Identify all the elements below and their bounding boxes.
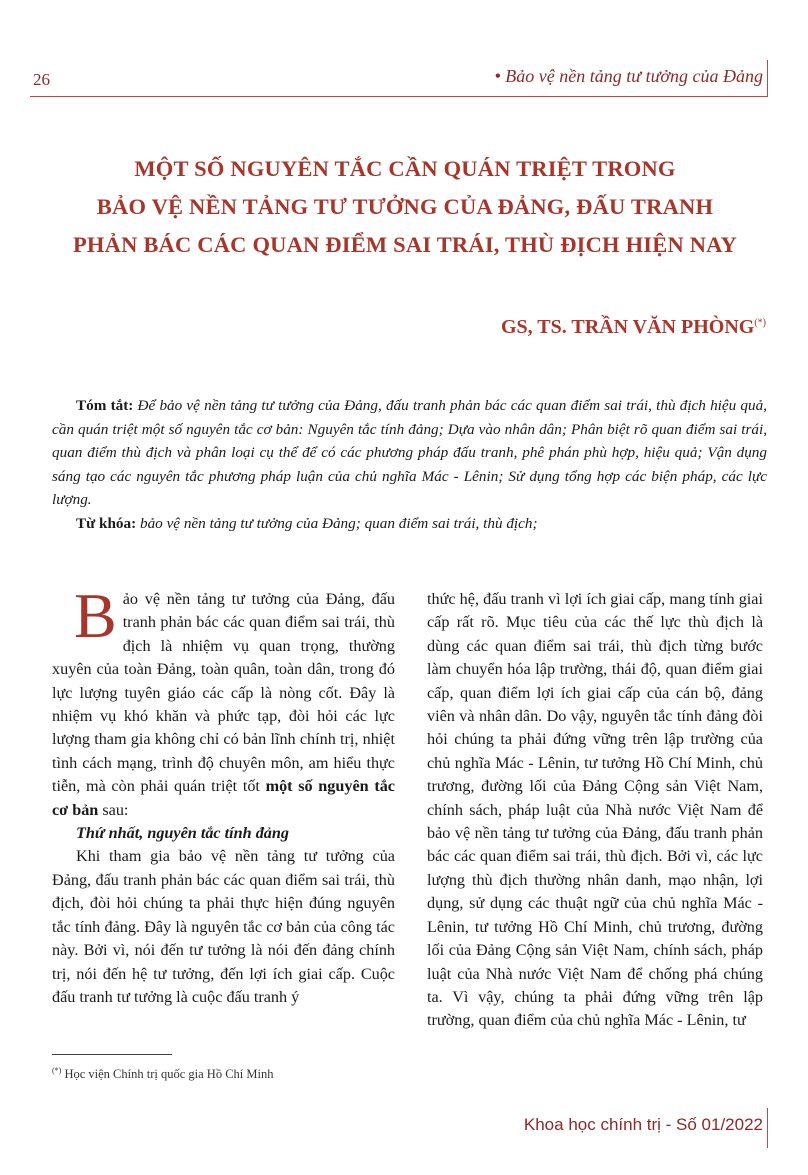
footnote-mark: (*) — [52, 1066, 62, 1075]
subheading-1: Thứ nhất, nguyên tắc tính đảng — [76, 824, 289, 843]
title-line-3: PHẢN BÁC CÁC QUAN ĐIỂM SAI TRÁI, THÙ ĐỊCH HIỆN NAY — [72, 232, 738, 257]
drop-cap: B — [74, 580, 117, 651]
right-column-text: thức hệ, đấu tranh vì lợi ích giai cấp, mang tính giai cấp rất rõ. Mục tiêu của các thế lực thù địch là dùng các quan điểm sai trái, thù địch từng bước làm chuyển hóa lập trường, thái độ, quan điểm giai cấp, quan điểm lợi ích giai cấp của cán bộ, đảng viên và nhân dân. Do vậy, nguyên tắc tính đảng đòi hỏi chúng ta phải đứng vững trên lập trường của chủ nghĩa Mác - Lênin, tư tưởng Hồ Chí Minh, chủ trương, đường lối của Đảng Cộng sản Việt Nam, chính sách, pháp luật của Nhà nước Việt Nam để bảo vệ nền tảng tư tưởng của Đảng, đấu tranh phản bác các quan điểm sai trái, thù địch. Bởi vì, các lực lượng thù địch thường nhân danh, mạo nhận, lợi dụng, sử dụng các thuật ngữ của chủ nghĩa Mác - Lênin, tư tưởng Hồ Chí Minh, chủ trương, đường lối của Đảng Cộng sản Việt Nam, chính sách, pháp luật của Nhà nước Việt Nam để chống phá chúng ta. Vì vậy, chúng ta phải đứng vững trên lập trường, quan điểm của chủ nghĩa Mác - Lênin, tư — [427, 590, 763, 1030]
body-column-left — [52, 580, 395, 1009]
footer-tick — [767, 1108, 768, 1148]
journal-footer: Khoa học chính trị - Số 01/2022 — [523, 1115, 763, 1134]
keywords-label: Từ khóa: — [76, 514, 137, 532]
page-number: 26 — [33, 70, 50, 89]
footnote-text: Học viện Chính trị quốc gia Hồ Chí Minh — [64, 1067, 274, 1082]
abstract-label: Tóm tắt: — [76, 397, 134, 414]
article-title — [40, 150, 770, 264]
body-column-right — [427, 588, 763, 1033]
author-name: GS, TS. TRẦN VĂN PHÒNG — [500, 316, 755, 338]
intro-end-text: sau: — [98, 800, 129, 819]
running-header: • Bảo vệ nền tảng tư tưởng của Đảng — [494, 66, 763, 86]
intro-text: ảo vệ nền tảng tư tưởng của Đảng, đấu tranh phản bác các quan điểm sai trái, thù địch là nhiệm vụ quan trọng, thường xuyên của toàn Đảng, toàn quân, toàn dân, trong đó lực lượng tuyên giáo các cấp là nòng cốt. Đây là nhiệm vụ khó khăn và phức tạp, đòi hỏi các lực lượng tham gia không chỉ có bản lĩnh chính trị, nhiệt tình cách mạng, trình độ chuyên môn, am hiểu thực tiễn, mà còn phải quán triệt tốt — [52, 590, 395, 796]
header-rule — [30, 96, 768, 97]
title-line-2: BẢO VỆ NỀN TẢNG TƯ TƯỞNG CỦA ĐẢNG, ĐẤU TRANH — [96, 194, 714, 219]
author-footnote-mark: (*) — [754, 317, 766, 329]
abstract-text: Để bảo vệ nền tảng tư tưởng của Đảng, đấu tranh phản bác các quan điểm sai trái, thù địch hiệu quả, cần quán triệt một số nguyên tắc cơ bản: Nguyên tắc tính đảng; Dựa vào nhân dân; Phân biệt rõ quan điểm sai trái, quan điểm thù địch và phân loại cụ thể để có các phương pháp đấu tranh, phê phán phù hợp, hiệu quả; Vận dụng sáng tạo các nguyên tắc phương pháp luận của chủ nghĩa Mác - Lênin; Sử dụng tổng hợp các biện pháp, các lực lượng. — [52, 397, 768, 509]
header-tick — [767, 60, 768, 97]
footnote — [52, 1066, 273, 1082]
intro-paragraph — [52, 580, 395, 822]
intro-bold-text: một số nguyên tắc cơ bản — [52, 777, 395, 819]
abstract-paragraph — [52, 394, 767, 512]
title-line-1: MỘT SỐ NGUYÊN TẮC CẦN QUÁN TRIỆT TRONG — [134, 156, 676, 181]
paragraph-1: Khi tham gia bảo vệ nền tảng tư tưởng của Đảng, đấu tranh phản bác các quan điểm sai trái, thù địch, đòi hỏi chúng ta phải thực hiện đúng nguyên tắc tính đảng. Đây là nguyên tắc cơ bản của công tác này. Bởi vì, nói đến tư tưởng là nói đến đảng chính trị, nói đến hệ tư tưởng, đến lợi ích giai cấp. Cuộc đấu tranh tư tưởng là cuộc đấu tranh ý — [52, 847, 395, 1006]
keywords-text: bảo vệ nền tảng tư tưởng của Đảng; quan điểm sai trái, thù địch; — [139, 514, 538, 532]
author — [501, 316, 766, 339]
abstract — [52, 394, 767, 536]
keywords-paragraph — [52, 512, 767, 536]
footnote-rule — [52, 1054, 172, 1055]
